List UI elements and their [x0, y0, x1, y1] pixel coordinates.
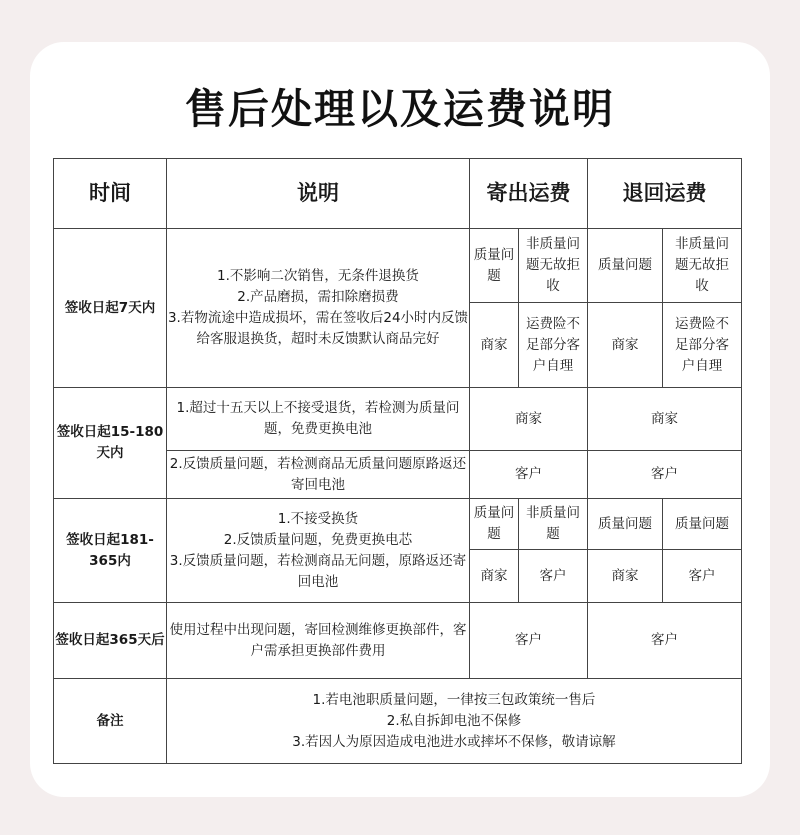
header-desc: 说明: [167, 159, 470, 229]
row-desc-7-days: [167, 229, 470, 388]
desc-line: 3.反馈质量问题，若检测商品无问题，原路返还寄回电池: [169, 552, 467, 590]
desc-line: 2.产品磨损，需扣除磨损费: [237, 289, 399, 305]
row-label-365-plus: 签收日起365天后: [54, 603, 167, 679]
row-label-181-365-days: 签收日起181-365内: [54, 499, 167, 603]
payer-send-quality: 商家: [470, 303, 519, 388]
table-row: [54, 679, 742, 764]
payer-return-nonquality-181: 客户: [663, 550, 742, 603]
payer-return-nonquality: 运费险不足部分客户自理: [663, 303, 742, 388]
payer-send-nonquality: 运费险不足部分客户自理: [519, 303, 588, 388]
subheader-return-nonquality-181: 质量问题: [663, 499, 742, 550]
payer-send-quality-181: 商家: [470, 550, 519, 603]
subheader-send-quality-181: 质量问题: [470, 499, 519, 550]
policy-table: [53, 158, 742, 764]
subheader-send-nonquality: 非质量问题无故拒收: [519, 229, 588, 303]
row-desc-15-180-b: 2.反馈质量问题，若检测商品无质量问题原路返还寄回电池: [167, 451, 470, 499]
table-row: [54, 388, 742, 451]
row-desc-15-180-a: 1.超过十五天以上不接受退货，若检测为质量问题，免费更换电池: [167, 388, 470, 451]
row-label-15-180-days: 签收日起15-180天内: [54, 388, 167, 499]
subheader-return-quality: 质量问题: [588, 229, 663, 303]
payer-return-365-plus: 客户: [588, 603, 742, 679]
note-line: 3.若因人为原因造成电池进水或摔坏不保修，敬请谅解: [292, 733, 616, 750]
header-time: 时间: [54, 159, 167, 229]
subheader-return-nonquality: 非质量问题无故拒收: [663, 229, 742, 303]
desc-line: 1.不接受换货: [277, 510, 359, 527]
desc-line: 3.若物流途中造成损坏，需在签收后24小时内反馈给客服退换货，超时未反馈默认商品完好: [167, 310, 469, 347]
subheader-send-quality: 质量问题: [470, 229, 519, 303]
payer-send-nonquality-181: 客户: [519, 550, 588, 603]
payer-send-365-plus: 客户: [470, 603, 588, 679]
subheader-send-nonquality-181: 非质量问题: [519, 499, 588, 550]
note-line: 2.私自拆卸电池不保修: [386, 712, 522, 729]
row-desc-181-365: [167, 499, 470, 603]
payer-return-15-180-b: 客户: [588, 451, 742, 499]
payer-return-15-180-a: 商家: [588, 388, 742, 451]
note-line: 1.若电池职质量问题，一律按三包政策统一售后: [312, 691, 596, 708]
desc-line: 2.反馈质量问题，免费更换电芯: [223, 531, 413, 548]
subheader-return-quality-181: 质量问题: [588, 499, 663, 550]
page-title: 售后处理以及运费说明: [185, 85, 615, 133]
table-row: [54, 499, 742, 550]
payer-send-15-180-a: 商家: [470, 388, 588, 451]
payer-return-quality-181: 商家: [588, 550, 663, 603]
header-return-fee: 退回运费: [588, 159, 742, 229]
desc-line: 1.不影响二次销售，无条件退换货: [217, 268, 419, 284]
notes-content: [167, 679, 742, 764]
table-row: [54, 229, 742, 303]
row-label-7-days: 签收日起7天内: [54, 229, 167, 388]
row-desc-365-plus: 使用过程中出现问题，寄回检测维修更换部件，客户需承担更换部件费用: [167, 603, 470, 679]
header-send-fee: 寄出运费: [470, 159, 588, 229]
table-row: [54, 603, 742, 679]
payer-send-15-180-b: 客户: [470, 451, 588, 499]
payer-return-quality: 商家: [588, 303, 663, 388]
notes-label: 备注: [54, 679, 167, 764]
table-header-row: [54, 159, 742, 229]
